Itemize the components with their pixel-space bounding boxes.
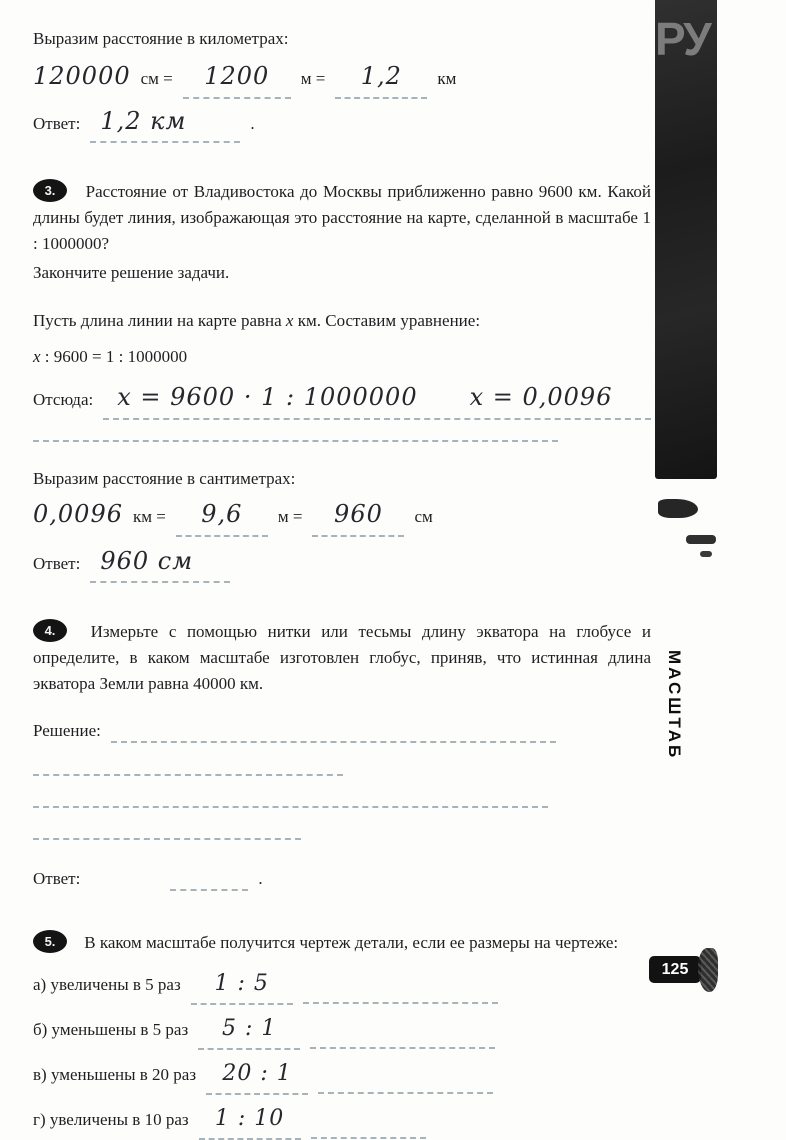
handwritten-value: 960 [312, 496, 404, 536]
blank-writing-line [170, 889, 248, 891]
problem-3-instruction: Закончите решение задачи. [33, 262, 230, 282]
problem-4-section [33, 619, 651, 893]
solution-row [33, 718, 651, 744]
problem-5-section [33, 930, 651, 1140]
unit-label: км [437, 69, 457, 89]
let-post: км. Составим уравнение: [293, 311, 481, 331]
watermark-text: РУ [655, 13, 710, 65]
hence-writing-line [103, 379, 651, 420]
unit-label: см [414, 507, 433, 527]
answer-label: Ответ: [33, 113, 81, 133]
scale-item-row [33, 967, 651, 1005]
problem-3-answer-row [33, 543, 651, 583]
blank-writing-line [33, 806, 548, 808]
problem-5-number-badge: 5. [33, 930, 67, 953]
scale-item-row [33, 1012, 651, 1050]
unit-label: см = [140, 69, 173, 89]
item-label: б) уменьшены в 5 раз [33, 1019, 189, 1039]
let-pre: Пусть длина линии на карте равна [33, 311, 286, 331]
hence-row [33, 379, 651, 420]
problem-3-equation-row [33, 496, 651, 536]
handwritten-answer: 1 : 5 [191, 967, 293, 1005]
handwritten-answer: 1,2 км [90, 103, 240, 143]
handwritten-value: 9,6 [176, 496, 268, 536]
handwritten-answer: 5 : 1 [198, 1012, 300, 1050]
handwritten-value: 1,2 [335, 58, 427, 98]
problem-4-answer-row [33, 866, 651, 892]
chapter-side-label: МАСШТАБ [665, 650, 684, 761]
blank-writing-line [303, 1002, 498, 1004]
problem-3-text [33, 179, 651, 258]
answer-label: Ответ: [33, 553, 81, 573]
page-content [33, 22, 651, 1140]
period: . [250, 113, 255, 133]
answer-label: Ответ: [33, 869, 81, 889]
solution-label: Решение: [33, 720, 101, 740]
scale-item-row [33, 1057, 651, 1095]
item-label: а) увеличены в 5 раз [33, 974, 181, 994]
scan-artifact [700, 551, 712, 557]
handwritten-value: 0,0096 [33, 500, 123, 529]
intro-equation-row [33, 58, 651, 98]
scale-item-row [33, 1102, 651, 1140]
problem-4-number-badge: 4. [33, 619, 67, 642]
blank-writing-line [33, 774, 343, 776]
problem-4-text [33, 619, 651, 698]
item-label: в) уменьшены в 20 раз [33, 1064, 197, 1084]
handwritten-answer: 960 см [90, 543, 230, 583]
handwritten-answer: 20 : 1 [206, 1057, 308, 1095]
handwritten-value: 120000 [33, 62, 131, 91]
problem-3-section [33, 179, 651, 583]
problem-5-statement: В каком масштабе получится чертеж детали, если ее размеры на чертеже: [84, 933, 619, 953]
blank-writing-line [33, 838, 301, 840]
equation-line [33, 344, 651, 370]
intro-heading: Выразим расстояние в километрах: [33, 29, 289, 48]
blank-writing-line [310, 1047, 495, 1049]
page-edge-strip [655, 0, 717, 479]
scan-artifact [686, 535, 716, 544]
blank-writing-line [318, 1092, 493, 1094]
unit-label: км = [132, 507, 166, 527]
scan-artifact [658, 499, 698, 518]
intro-section [33, 26, 651, 143]
blank-writing-line [33, 440, 558, 442]
intro-answer-row [33, 103, 651, 143]
problem-4-statement: Измерьте с помощью нитки или тесьмы длину экватора на глобусе и определите, в каком масштабе изготовлен глобус, приняв, что истинная длина экватора Земли равна 40000 км. [33, 621, 651, 694]
problem-3-statement: Расстояние от Владивостока до Москвы приближенно равно 9600 км. Какой длины будет линия, изображающая это расстояние на карте, сделанной в масштабе 1 : 1000000? [33, 181, 652, 254]
period: . [258, 869, 263, 889]
handwritten-expression: x = 9600 · 1 : 1000000 [117, 382, 418, 411]
handwritten-expression: x = 0,0096 [469, 382, 613, 411]
handwritten-answer: 1 : 10 [199, 1102, 301, 1140]
hence-label: Отсюда: [33, 389, 94, 409]
let-line [33, 308, 651, 334]
express-cm-heading: Выразим расстояние в сантиметрах: [33, 468, 296, 488]
handwritten-value: 1200 [183, 58, 291, 98]
page-number-badge: 125 [649, 956, 701, 983]
unit-label: м = [277, 507, 303, 527]
blank-writing-line [311, 1137, 426, 1139]
item-label: г) увеличены в 10 раз [33, 1110, 189, 1130]
problem-5-text [33, 930, 651, 956]
unit-label: м = [300, 69, 326, 89]
variable-x: x [33, 347, 41, 367]
scan-artifact [698, 948, 718, 992]
blank-writing-line [111, 741, 556, 743]
variable-x: x [285, 311, 294, 331]
problem-3-number-badge: 3. [33, 179, 67, 202]
problem-5-items [33, 967, 651, 1140]
equation-rest: : 9600 = 1 : 1000000 [40, 347, 188, 367]
